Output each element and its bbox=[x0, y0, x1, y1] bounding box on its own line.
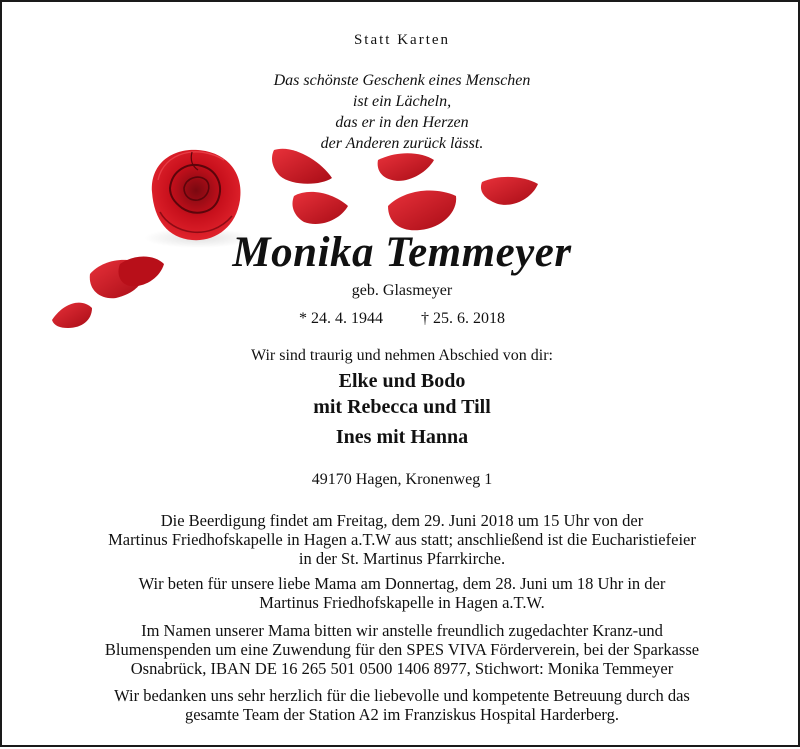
paragraph-line: Blumenspenden um eine Zuwendung für den SPES VIVA Förderverein, bei der Sparkasse bbox=[104, 640, 700, 659]
address: 49170 Hagen, Kronenweg 1 bbox=[311, 471, 493, 488]
paragraph-line: Im Namen unserer Mama bitten wir anstelle freundlich zugedachter Kranz-und bbox=[141, 621, 663, 640]
thanks-paragraph bbox=[2, 686, 800, 724]
header-title: Statt Karten bbox=[353, 32, 451, 48]
death-date: † 25. 6. 2018 bbox=[421, 310, 505, 327]
family-line: Elke und Bodo bbox=[338, 370, 466, 392]
farewell-intro: Wir sind traurig und nehmen Abschied von dir: bbox=[251, 347, 553, 364]
donation-paragraph bbox=[2, 621, 800, 678]
paragraph-line: Wir beten für unsere liebe Mama am Donnertag, dem 28. Juni um 18 Uhr in der bbox=[138, 574, 666, 593]
birth-name: geb. Glasmeyer bbox=[351, 282, 453, 299]
funeral-paragraph bbox=[2, 511, 800, 568]
family-line: Ines mit Hanna bbox=[335, 426, 469, 448]
deceased-name: Monika Temmeyer bbox=[232, 229, 572, 276]
quote-line: der Anderen zurück lässt. bbox=[320, 135, 484, 152]
quote bbox=[2, 70, 800, 154]
paragraph-line: Wir bedanken uns sehr herzlich für die liebevolle und kompetente Betreuung durch das bbox=[114, 686, 690, 705]
paragraph-line: Martinus Friedhofskapelle in Hagen a.T.W aus statt; anschließend ist die Eucharistiefeier bbox=[108, 530, 696, 549]
birth-date: * 24. 4. 1944 bbox=[299, 310, 383, 327]
quote-line: ist ein Lächeln, bbox=[352, 93, 452, 110]
quote-line: Das schönste Geschenk eines Menschen bbox=[273, 72, 531, 89]
paragraph-line: in der St. Martinus Pfarrkirche. bbox=[298, 549, 506, 568]
quote-line: das er in den Herzen bbox=[335, 114, 469, 131]
paragraph-line: Martinus Friedhofskapelle in Hagen a.T.W. bbox=[259, 593, 545, 612]
family-line: mit Rebecca und Till bbox=[313, 396, 491, 418]
paragraph-line: Osnabrück, IBAN DE 16 265 501 0500 1406 8977, Stichwort: Monika Temmeyer bbox=[130, 659, 674, 678]
prayer-paragraph bbox=[2, 574, 800, 612]
paragraph-line: gesamte Team der Station A2 im Franziskus Hospital Harderberg. bbox=[184, 705, 620, 724]
paragraph-line: Die Beerdigung findet am Freitag, dem 29. Juni 2018 um 15 Uhr von der bbox=[160, 511, 644, 530]
life-dates bbox=[2, 310, 800, 328]
